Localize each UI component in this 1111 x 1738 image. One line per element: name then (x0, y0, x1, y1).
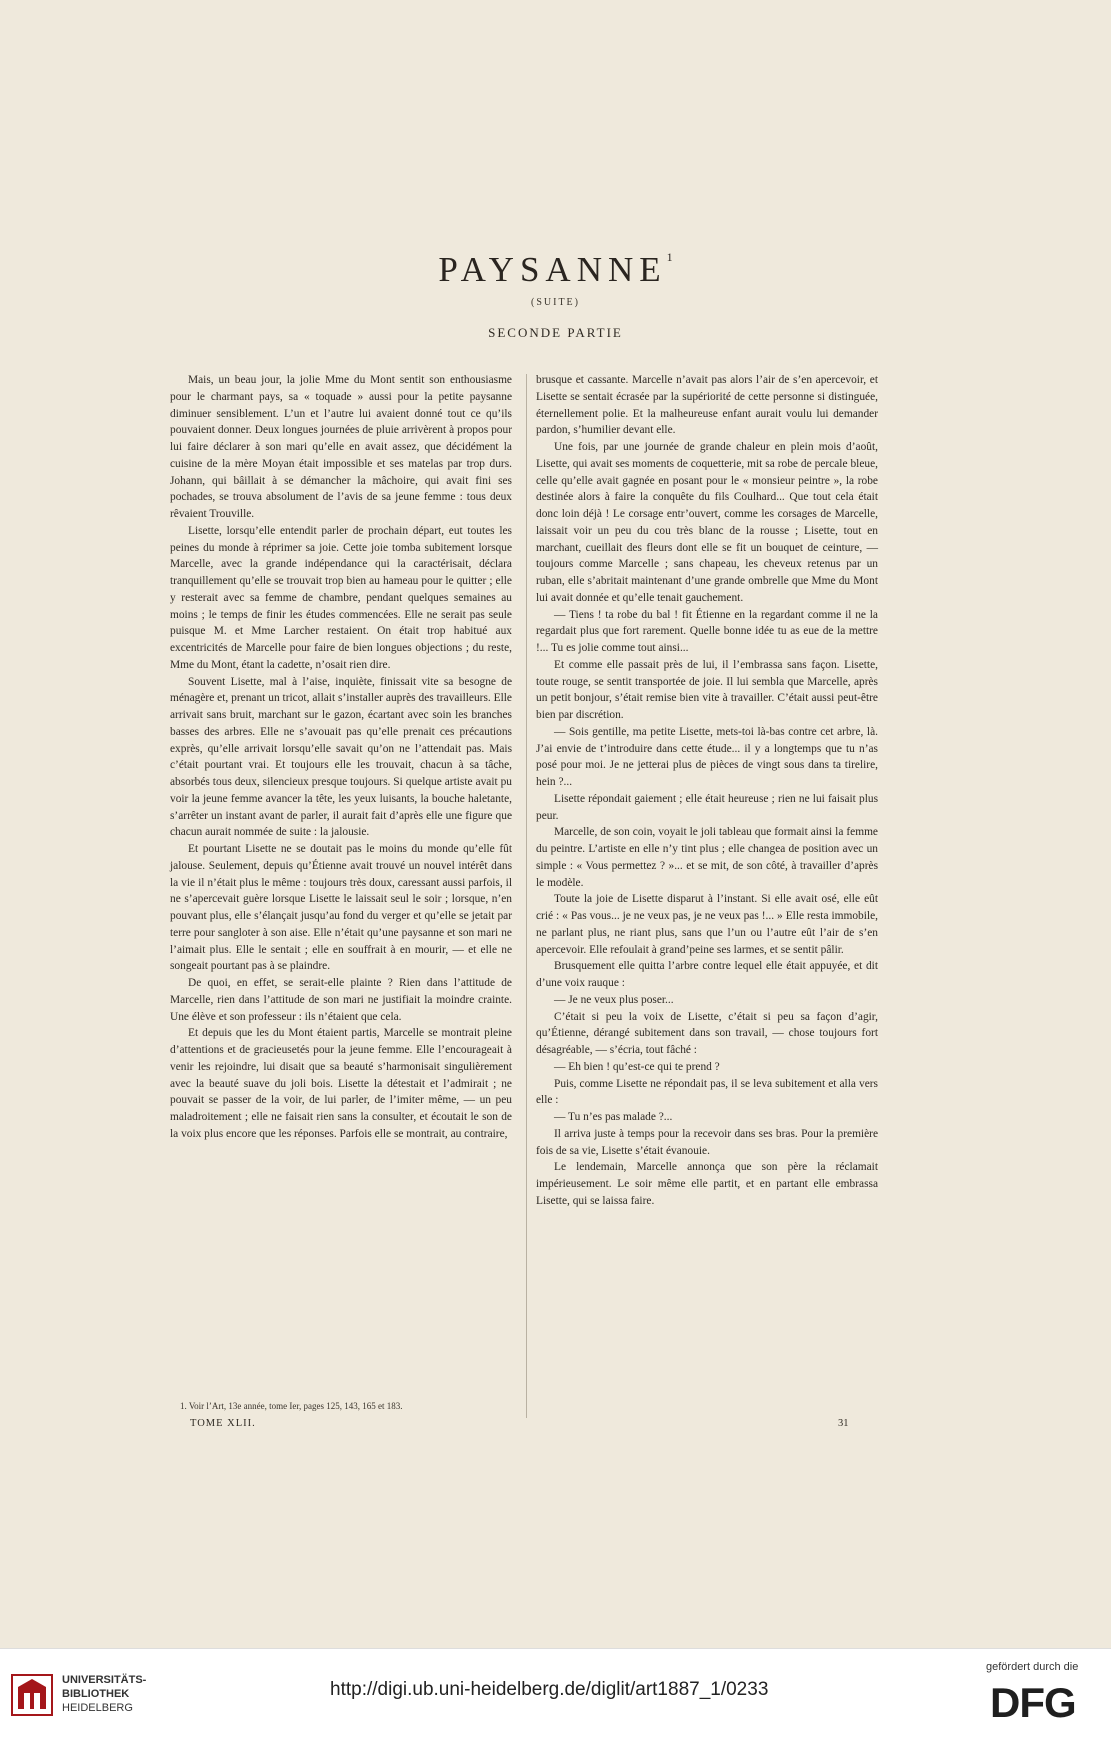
paragraph: Et comme elle passait près de lui, il l’embrassa sans façon. Lisette, toute rouge, se sentit transportée de joie. Il lui sembla que Marcelle, après un petit bonjour, s’était remise bien vite à travailler. C’était aussi peut-être bien par discrétion. (536, 658, 878, 721)
paragraph: Et pourtant Lisette ne se doutait pas le moins du monde qu’elle fût jalouse. Seulement, depuis qu’Étienne avait trouvé un nouvel intérêt dans la vie il n’était plus le même : toujours très doux, caressant aussi parfois, il ne s’apercevait guère lorsque Lisette le laissait seul le soir ; lorsque, n’en pouvant plus, elle s’élançait jusqu’au fond du verger et qu’elle se jetait par terre pour sangloter à son aise. Elle n’était qu’une paysanne et son mari ne l’aimait plus. Elle le sentait ; elle en souffrait à en mourir, — et elle ne songeait pourtant pas à se plaindre. (170, 843, 512, 973)
paragraph: Lisette répondait gaiement ; elle était heureuse ; rien ne lui faisait plus peur. (536, 792, 878, 822)
institution-line: UNIVERSITÄTS- (62, 1674, 147, 1686)
title-footnote-mark: 1 (666, 250, 673, 264)
paragraph: brusque et cassante. Marcelle n’avait pas alors l’air de s’en apercevoir, et Lisette se sentait écrasée par la supériorité de cette personne si distinguée, éternellement polie. Et la malheureuse enfant aurait voulu lui demander pardon, s’humilier devant elle. (536, 374, 878, 437)
right-column (536, 372, 878, 1210)
sponsor-text: gefördert durch die (986, 1661, 1079, 1673)
paragraph: Souvent Lisette, mal à l’aise, inquiète, finissait vite sa besogne de ménagère et, prenant un tricot, allait s’installer auprès des travailleurs. Elle arrivait sans bruit, marchant sur le gazon, écartant avec soin les branches basses des arbres. Elle ne s’avouait pas qu’elle prenait ces précautions exprès, qu’elle arrivait lorsqu’elle savait qu’on ne l’attendait pas. Mais c’était pourtant vrai. Et toujours elle les trouvait, chacun à sa tâche, absorbés tous deux, silencieux presque toujours. Si quelque artiste avait pu voir la jeune femme avancer la tête, les yeux luisants, la bouche haletante, s’arrêter un instant avant de parler, il aurait fait d’après elle une figure que chacun aurait nommée de suite : la jalousie. (170, 675, 512, 839)
footnote: 1. Voir l’Art, 13e année, tome Ier, pages 125, 143, 165 et 183. (180, 1401, 403, 1411)
paragraph: Brusquement elle quitta l’arbre contre lequel elle était appuyée, et dit d’une voix rauque : (536, 960, 878, 989)
heidelberg-ub-logo-icon[interactable] (10, 1673, 54, 1717)
paragraph: Une fois, par une journée de grande chaleur en plein mois d’août, Lisette, qui avait ses moments de coquetterie, mit sa robe de percale bleue, celle qu’elle avait gagnée en posant pour le « monsieur peintre », la robe destinée alors à faire la conquête du fils Coulhard... Que tout cela était donc loin déjà ! Le corsage entr’ouvert, comme les corsages de Marcelle, laissait voir un peu du cou très blanc de la rousse ; Lisette, tout en marchant, cueillait des fleurs dont elle se fit un bouquet de ceinture, — toujours comme Marcelle ; sans chapeau, les cheveux retenus par un ruban, elle s’abritait maintenant d’une grande ombrelle que Mme du Mont lui avait donnée et qu’elle tenait gauchement. (536, 441, 878, 604)
part-heading: SECONDE PARTIE (488, 325, 623, 340)
paragraph: — Tiens ! ta robe du bal ! fit Étienne en la regardant comme il ne la regardait plus que fort rarement. Quelle bonne idée tu as eue de la mettre !... Tu es jolie comme tout ainsi... (536, 608, 878, 654)
paragraph: — Eh bien ! qu’est-ce qui te prend ? (554, 1060, 720, 1073)
paragraph: — Sois gentille, ma petite Lisette, mets-toi là-bas contre cet arbre, là. J’ai envie de t’introduire dans cette étude... il y a longtemps que tu n’as posé pour moi. Je ne jetterai plus de pièces de vingt sous dans ta tirelire, hein ?... (536, 725, 878, 788)
column-divider (526, 374, 527, 1418)
left-column (170, 372, 512, 1143)
paragraph: Mais, un beau jour, la jolie Mme du Mont sentit son enthousiasme pour le charmant pays, sa « toquade » aussi pour la petite paysanne diminuer sensiblement. L’un et l’autre lui avaient donné tout ce qu’ils pouvaient donner. Deux longues journées de pluie arrivèrent à propos pour lui faire déclarer à son mari qu’elle en avait assez, que décidément la cuisine de la mère Moyan était impossible et ses matelas par trop durs. Johann, qui bâillait à se démancher la mâchoire, qui avait fini ses pochades, se trouva absolument de l’avis de sa jeune femme : tous deux rêvaient Trouville. (170, 374, 512, 520)
paragraph: Il arriva juste à temps pour la recevoir dans ses bras. Pour la première fois de sa vie, Lisette s’était évanouie. (536, 1127, 878, 1157)
paragraph: Puis, comme Lisette ne répondait pas, il se leva subitement et alla vers elle : (536, 1077, 878, 1107)
institution-name[interactable] (62, 1673, 146, 1715)
suite-label: (SUITE) (531, 297, 580, 308)
dfg-logo[interactable]: DFG (990, 1679, 1076, 1726)
paragraph: Et depuis que les du Mont étaient partis, Marcelle se montrait pleine d’attentions et de gracieusetés pour la jeune femme. Elle l’encourageait à venir les rejoindre, lui disait que sa beauté s’harmonisait singulièrement avec la beauté suave du joli bois. Lisette la détestait et l’admirait ; ne pouvait se passer de la voir, de lui parler, de l’imiter même, — un peu maladroitement ; elle ne faisait rien sans la consulter, et écoutait le son de la voix plus encore que les réponses. Parfois elle se montrait, au contraire, (170, 1027, 512, 1140)
paragraph: Le lendemain, Marcelle annonça que son père la réclamait impérieusement. Le soir même elle partit, et en partant elle embrassa Lisette, qui se laissa faire. (536, 1161, 878, 1207)
viewer-footer (0, 1648, 1111, 1738)
paragraph: C’était si peu la voix de Lisette, c’était si peu sa façon d’agir, qu’Étienne, dérangé subitement dans son travail, — chose toujours fort désagréable, — s’écria, tout fâché : (536, 1010, 878, 1056)
institution-line: HEIDELBERG (62, 1702, 133, 1714)
article-title: PAYSANNE$^1$ (438, 250, 673, 289)
paragraph: — Je ne veux plus poser... (554, 993, 674, 1006)
institution-line: BIBLIOTHEK (62, 1688, 130, 1700)
tome-label: TOME XLII. (190, 1418, 256, 1429)
paragraph: Lisette, lorsqu’elle entendit parler de prochain départ, eut toutes les peines du monde à réprimer sa joie. Cette joie tomba subitement lorsque Marcelle, avec la grande indépendance qui la caractérisait, déclara tranquillement qu’elle se trouvait trop bien au hameau pour le quitter ; elle y resterait avec sa femme de chambre, pendant quelques semaines au moins ; le temps de finir les études commencées. Elle ne serait pas seule puisque M. et Mme Larcher restaient. On était trop habitué aux excentricités de Marcelle pour faire de bien longues objections ; du reste, Mme du Mont, étant la cadette, n’osait rien dire. (170, 524, 512, 671)
paragraph: Marcelle, de son coin, voyait le joli tableau que formait ainsi la femme du peintre. L’artiste en elle n’y tint plus ; elle changea de position avec un simple : « Vous permettez ? »... et se mit, de son côté, à travailler d’après le modèle. (536, 826, 878, 889)
permalink-url[interactable]: http://digi.ub.uni-heidelberg.de/diglit/art1887_1/0233 (330, 1679, 769, 1700)
paragraph: — Tu n’es pas malade ?... (554, 1111, 673, 1123)
paragraph: Toute la joie de Lisette disparut à l’instant. Si elle avait osé, elle eût crié : « Pas vous... je ne veux pas, je ne veux pas !... » Elle resta immobile, ne parlant plus, ne riant plus, sans que l’un ou l’autre eût l’air de s’en apercevoir. Elle refoulait à grand’peine ses larmes, et se sentit pâlir. (536, 893, 878, 956)
paragraph: De quoi, en effet, se serait-elle plainte ? Rien dans l’attitude de Marcelle, rien dans l’attitude de son mari ne justifiait la moindre crainte. Une élève et son professeur : ils n’étaient que cela. (170, 977, 512, 1023)
page-number: 31 (838, 1418, 849, 1429)
